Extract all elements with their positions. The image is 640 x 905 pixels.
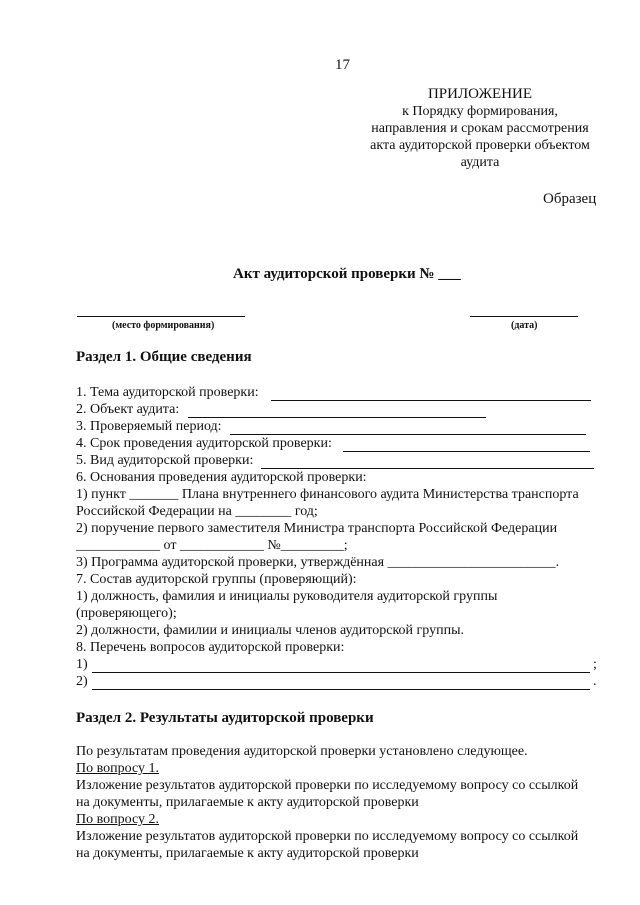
place-line [77,316,245,317]
question-1-end: ; [593,657,597,672]
place-caption: (место формирования) [112,320,215,331]
document-title: Акт аудиторской проверки № ___ [233,266,461,282]
appendix-line: к Порядку формирования, [402,104,558,119]
question-1-text-line1: Изложение результатов аудиторской проверки по исследуемому вопросу со ссылкой [76,778,579,793]
grounds-order-line2: ____________ от ____________ №_________; [76,538,348,553]
results-intro: По результатам проведения аудиторской проверки установлено следующее. [76,744,528,759]
page-number: 17 [335,57,350,73]
appendix-title: ПРИЛОЖЕНИЕ [427,86,533,102]
question-2-text-line1: Изложение результатов аудиторской проверки по исследуемому вопросу со ссылкой [76,829,579,844]
item-object: 2. Объект аудита: [76,402,180,417]
section2-heading: Раздел 2. Результаты аудиторской проверки [76,710,374,726]
appendix-line: акта аудиторской проверки объектом [370,138,590,153]
question-2-end: . [593,674,597,689]
item-grounds: 6. Основания проведения аудиторской проверки: [76,470,367,485]
question-1-text-line2: на документы, прилагаемые к акту аудиторской проверки [76,795,419,810]
question-2-label: 2) [76,674,88,689]
fill-line [92,672,590,673]
fill-line [271,400,591,401]
grounds-plan-line1: 1) пункт _______ Плана внутреннего финансового аудита Министерства транспорта [76,487,579,502]
appendix-line: аудита [460,155,500,170]
question-1-label: 1) [76,657,88,672]
fill-line [92,689,590,690]
fill-line [343,451,590,452]
section1-heading: Раздел 1. Общие сведения [76,349,252,365]
fill-line [188,417,486,418]
item-term: 4. Срок проведения аудиторской проверки: [76,436,332,451]
fill-line [230,434,586,435]
question-2-heading: По вопросу 2. [76,812,159,827]
sample-label: Образец [543,191,597,207]
date-line [470,316,578,317]
group-leader-line1: 1) должность, фамилия и инициалы руководителя аудиторской группы [76,589,498,604]
grounds-plan-line2: Российской Федерации на ________ год; [76,504,318,519]
appendix-line: направления и срокам рассмотрения [371,121,589,136]
item-group: 7. Состав аудиторской группы (проверяющий): [76,572,357,587]
date-caption: (дата) [511,320,538,331]
item-type: 5. Вид аудиторской проверки: [76,453,254,468]
grounds-program: 3) Программа аудиторской проверки, утверждённая ________________________. [76,555,560,570]
group-leader-line2: (проверяющего); [76,606,177,621]
item-period: 3. Проверяемый период: [76,419,222,434]
question-1-heading: По вопросу 1. [76,761,159,776]
appendix-block [360,86,600,171]
item-questions: 8. Перечень вопросов аудиторской проверки: [76,640,345,655]
question-2-text-line2: на документы, прилагаемые к акту аудиторской проверки [76,846,419,861]
fill-line [261,468,594,469]
item-topic: 1. Тема аудиторской проверки: [76,385,259,400]
grounds-order-line1: 2) поручение первого заместителя Министра транспорта Российской Федерации [76,521,558,536]
group-members: 2) должности, фамилии и инициалы членов аудиторской группы. [76,623,464,638]
